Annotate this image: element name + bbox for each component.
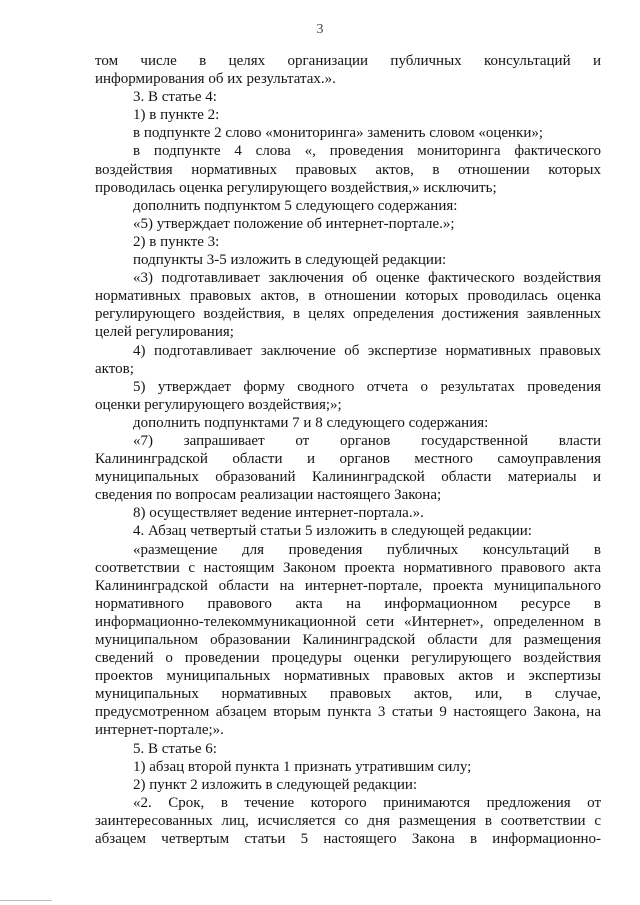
text-line: муниципальных образований Калининградской области материалы и (95, 469, 601, 486)
text-line: Калининградской области на интернет-портале, проекта муниципального (95, 577, 601, 594)
text-line: информирования об их результатах.». (95, 71, 336, 88)
text-line: оценки регулирующего воздействия;»; (95, 396, 342, 413)
text-line: «5) утверждает положение об интернет-портале.»; (133, 215, 455, 232)
text-line: в подпункте 2 слово «мониторинга» заменить словом «оценки»; (133, 125, 544, 142)
text-line: 1) абзац второй пункта 1 признать утратившим силу; (133, 758, 472, 775)
text-line: дополнить подпунктами 7 и 8 следующего содержания: (133, 414, 489, 431)
text-line: целей регулирования; (95, 324, 234, 341)
text-line: сведения по вопросам реализации настоящего Закона; (95, 487, 442, 504)
text-line: нормативных правовых актов, в отношении которых проводилась оценка (95, 288, 601, 305)
text-line: абзацем четвертым статьи 5 настоящего Закона в информационно- (95, 831, 601, 848)
text-line: сведений о проведении процедуры оценки регулирующего воздействия (95, 650, 601, 667)
page-number: 3 (316, 22, 324, 37)
text-line: «2. Срок, в течение которого принимаются предложения от (133, 794, 601, 811)
text-line: регулирующего воздействия, в целях определения достижения заявленных (95, 306, 601, 323)
scan-edge-mark (0, 900, 52, 901)
text-line: 3. В статье 4: (133, 89, 217, 106)
text-line: 4. Абзац четвертый статьи 5 изложить в следующей редакции: (133, 523, 532, 540)
text-line: муниципальных нормативных правовых актов, или, в случае, (95, 686, 601, 703)
text-line: проектов муниципальных нормативных правовых актов и экспертизы (95, 668, 601, 685)
text-line: предусмотренном абзацем вторым пункта 3 статьи 9 настоящего Закона, на (95, 704, 601, 721)
text-line: проводилась оценка регулирующего воздействия,» исключить; (95, 179, 497, 196)
text-line: воздействия нормативных правовых актов, в отношении которых (95, 161, 601, 178)
text-line: «7) запрашивает от органов государственной власти (133, 432, 601, 449)
text-line: соответствии с настоящим Законом проекта нормативного правового акта (95, 559, 601, 576)
text-line: 5. В статье 6: (133, 740, 217, 757)
text-line: муниципальном образовании Калининградской области для размещения (95, 632, 601, 648)
text-line: «3) подготавливает заключения об оценке фактического воздействия (133, 270, 601, 287)
text-line: 5) утверждает форму сводного отчета о результатах проведения (133, 378, 601, 395)
text-line: 8) осуществляет ведение интернет-портала.». (133, 505, 424, 522)
text-line: 4) подготавливает заключение об экспертизе нормативных правовых (133, 342, 601, 359)
document-body (95, 52, 601, 848)
text-line: «размещение для проведения публичных консультаций в (133, 541, 601, 558)
text-line: заинтересованных лиц, исчисляется со дня размещения в соответствии с (95, 812, 601, 829)
text-line: в подпункте 4 слова «, проведения мониторинга фактического (133, 143, 601, 160)
text-line: 2) пункт 2 изложить в следующей редакции: (133, 776, 418, 793)
text-line: подпункты 3-5 изложить в следующей редакции: (133, 252, 447, 269)
text-line: том числе в целях организации публичных консультаций и (95, 53, 601, 69)
text-line: нормативного правового акта на информационном ресурсе в (95, 595, 601, 612)
text-line: 2) в пункте 3: (133, 233, 220, 250)
text-line: Калининградской области и органов местного самоуправления (95, 451, 601, 468)
text-line: дополнить подпунктом 5 следующего содержания: (133, 197, 458, 214)
text-line: интернет-портале;». (95, 722, 224, 739)
text-line: актов; (95, 360, 134, 377)
text-line: 1) в пункте 2: (133, 107, 220, 124)
text-line: информационно-телекоммуникационной сети «Интернет», определенном в (95, 613, 601, 630)
